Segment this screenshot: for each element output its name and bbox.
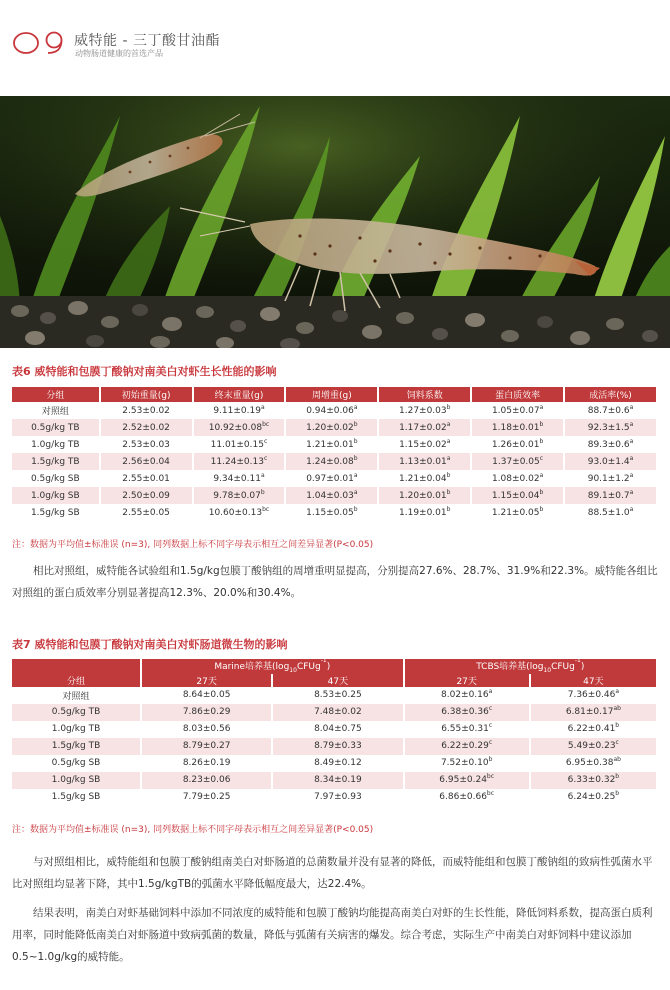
page-subtitle: 动物肠道健康的首选产品	[75, 49, 163, 58]
table6-cell-protein-efficiency: 1.08±0.02$^a$	[472, 470, 563, 487]
table7-row	[12, 721, 656, 738]
table6-row	[12, 470, 656, 487]
table7-cell-marine-27: 8.26±0.19	[142, 755, 271, 772]
table7-cell-tcbs-47: 5.49±0.23$^c$	[531, 738, 656, 755]
table7-marine-day47: 47天	[273, 674, 402, 687]
table6-cell-feed-conversion: 1.27±0.03$^b$	[379, 402, 470, 419]
table7-body	[12, 687, 656, 806]
table6-row	[12, 402, 656, 419]
table6-cell-weekly-gain: 1.04±0.03$^a$	[286, 487, 377, 504]
table6-cell-initial-weight: 2.55±0.01	[101, 470, 192, 487]
table6-growth-performance	[10, 387, 658, 521]
table6-cell-weekly-gain: 0.97±0.01$^a$	[286, 470, 377, 487]
table6-cell-survival: 93.0±1.4$^a$	[565, 453, 656, 470]
table7-cell-tcbs-47: 6.22±0.41$^b$	[531, 721, 656, 738]
table6-cell-initial-weight: 2.53±0.02	[101, 402, 192, 419]
table7-cell-tcbs-27: 6.22±0.29$^c$	[405, 738, 529, 755]
table6-cell-feed-conversion: 1.21±0.04$^b$	[379, 470, 470, 487]
table7-tcbs-header: TCBS培养基$(\log_{10}CFUg^{-1})$	[405, 659, 656, 674]
table6-cell-feed-conversion: 1.17±0.02$^a$	[379, 419, 470, 436]
table6-cell-survival: 89.3±0.6$^a$	[565, 436, 656, 453]
table7-cell-tcbs-27: 6.38±0.36$^c$	[405, 704, 529, 721]
table7-cell-marine-47: 7.97±0.93	[273, 789, 402, 806]
table7-cell-group: 1.5g/kg TB	[12, 738, 140, 755]
table7-cell-group: 0.5g/kg SB	[12, 755, 140, 772]
table6-cell-initial-weight: 2.50±0.09	[101, 487, 192, 504]
table6-cell-final-weight: 10.60±0.13$^{bc}$	[194, 504, 285, 521]
table6-cell-group: 对照组	[12, 402, 99, 419]
table7-cell-tcbs-27: 6.55±0.31$^c$	[405, 721, 529, 738]
table6-note: 注：数据为平均值±标准误 (n=3), 同列数据上标不同字母表示相互之间差异显著(P<0.05)	[12, 540, 374, 550]
table6-row	[12, 504, 656, 521]
paragraph-growth-summary: 相比对照组，威特能各试验组和1.5g/kg包膜丁酸钠组的周增重明显提高，分别提高27.6%、28.7%、31.9%和22.3%。威特能各组比对照组的蛋白质效率分别显著提高12.3%、20.0%和30.4%。	[12, 565, 658, 599]
table6-header-6: 成活率(%)	[565, 387, 656, 402]
table7-cell-marine-27: 7.86±0.29	[142, 704, 271, 721]
table6-cell-feed-conversion: 1.13±0.01$^a$	[379, 453, 470, 470]
table6-cell-group: 0.5g/kg TB	[12, 419, 99, 436]
table6-cell-protein-efficiency: 1.26±0.01$^b$	[472, 436, 563, 453]
table7-cell-marine-27: 8.64±0.05	[142, 687, 271, 704]
table6-row	[12, 419, 656, 436]
table7-cell-marine-47: 8.04±0.75	[273, 721, 402, 738]
table7-cell-tcbs-47: 7.36±0.46$^a$	[531, 687, 656, 704]
table6-row	[12, 436, 656, 453]
table7-marine-header: Marine培养基$(\log_{10}CFUg^{-1})$	[142, 659, 403, 674]
table6-cell-weekly-gain: 1.24±0.08$^b$	[286, 453, 377, 470]
table6-cell-final-weight: 9.78±0.07$^b$	[194, 487, 285, 504]
table7-cell-tcbs-27: 7.52±0.10$^b$	[405, 755, 529, 772]
table7-cell-marine-27: 8.23±0.06	[142, 772, 271, 789]
table6-cell-survival: 92.3±1.5$^a$	[565, 419, 656, 436]
table7-cell-marine-47: 8.34±0.19	[273, 772, 402, 789]
table6-cell-initial-weight: 2.55±0.05	[101, 504, 192, 521]
table6-row	[12, 453, 656, 470]
table6-cell-survival: 89.1±0.7$^a$	[565, 487, 656, 504]
table7-cell-tcbs-47: 6.81±0.17$^{ab}$	[531, 704, 656, 721]
table7-cell-tcbs-47: 6.24±0.25$^b$	[531, 789, 656, 806]
table7-cell-tcbs-27: 6.86±0.66$^{bc}$	[405, 789, 529, 806]
table6-header-0: 分组	[12, 387, 99, 402]
table6-caption: 表6 威特能和包膜丁酸钠对南美白对虾生长性能的影响	[12, 365, 277, 378]
table7-row	[12, 738, 656, 755]
table6-header-3: 周增重(g)	[286, 387, 377, 402]
table7-cell-marine-47: 8.79±0.33	[273, 738, 402, 755]
table6-cell-final-weight: 11.01±0.15$^c$	[194, 436, 285, 453]
table7-cell-group: 对照组	[12, 687, 140, 704]
table7-tcbs-day27: 27天	[405, 674, 529, 687]
table6-cell-weekly-gain: 0.94±0.06$^a$	[286, 402, 377, 419]
table7-cell-marine-47: 8.49±0.12	[273, 755, 402, 772]
table6-cell-protein-efficiency: 1.18±0.01$^b$	[472, 419, 563, 436]
page-header	[0, 0, 670, 96]
table7-cell-marine-27: 8.79±0.27	[142, 738, 271, 755]
table6-cell-weekly-gain: 1.15±0.05$^b$	[286, 504, 377, 521]
table6-row	[12, 487, 656, 504]
table7-marine-day27: 27天	[142, 674, 271, 687]
table6-cell-feed-conversion: 1.20±0.01$^b$	[379, 487, 470, 504]
table6-cell-survival: 88.7±0.6$^a$	[565, 402, 656, 419]
table6-cell-protein-efficiency: 1.05±0.07$^a$	[472, 402, 563, 419]
table7-cell-tcbs-27: 8.02±0.16$^a$	[405, 687, 529, 704]
table7-row	[12, 687, 656, 704]
table7-caption: 表7 威特能和包膜丁酸钠对南美白对虾肠道微生物的影响	[12, 638, 288, 651]
page-number-09-logo	[12, 30, 70, 56]
table6-cell-group: 1.0g/kg TB	[12, 436, 99, 453]
table6-cell-protein-efficiency: 1.21±0.05$^b$	[472, 504, 563, 521]
table7-intestinal-microbes	[10, 659, 658, 806]
table7-cell-group: 1.5g/kg SB	[12, 789, 140, 806]
page-title: 威特能 - 三丁酸甘油酯	[74, 33, 220, 49]
paragraph-microbe-summary: 与对照组相比，威特能组和包膜丁酸钠组南美白对虾肠道的总菌数量并没有显著的降低，而威特能组和包膜丁酸钠组的致病性弧菌水平比对照组均显著下降，其中1.5g/kgTB的弧菌水平降低幅度最大，达22.4%。	[12, 856, 653, 890]
table6-cell-final-weight: 9.34±0.11$^a$	[194, 470, 285, 487]
table6-cell-initial-weight: 2.53±0.03	[101, 436, 192, 453]
table7-row	[12, 789, 656, 806]
table6-cell-protein-efficiency: 1.15±0.04$^b$	[472, 487, 563, 504]
table7-note: 注：数据为平均值±标准误 (n=3), 同列数据上标不同字母表示相互之间差异显著(P<0.05)	[12, 825, 374, 835]
table6-cell-survival: 88.5±1.0$^a$	[565, 504, 656, 521]
table6-header-5: 蛋白质效率	[472, 387, 563, 402]
table6-header-1: 初始重量(g)	[101, 387, 192, 402]
table7-cell-marine-27: 7.79±0.25	[142, 789, 271, 806]
table6-cell-group: 0.5g/kg SB	[12, 470, 99, 487]
table7-cell-group: 0.5g/kg TB	[12, 704, 140, 721]
table6-cell-feed-conversion: 1.15±0.02$^a$	[379, 436, 470, 453]
table6-cell-group: 1.5g/kg TB	[12, 453, 99, 470]
table6-cell-final-weight: 10.92±0.08$^{bc}$	[194, 419, 285, 436]
table6-header-4: 饲料系数	[379, 387, 470, 402]
table6-cell-group: 1.0g/kg SB	[12, 487, 99, 504]
table7-row	[12, 755, 656, 772]
table6-body	[12, 402, 656, 521]
table6-cell-weekly-gain: 1.20±0.02$^b$	[286, 419, 377, 436]
table7-cell-tcbs-47: 6.95±0.38$^{ab}$	[531, 755, 656, 772]
table7-cell-marine-27: 8.03±0.56	[142, 721, 271, 738]
table6-cell-initial-weight: 2.52±0.02	[101, 419, 192, 436]
table6-cell-final-weight: 11.24±0.13$^c$	[194, 453, 285, 470]
table7-cell-tcbs-27: 6.95±0.24$^{bc}$	[405, 772, 529, 789]
table6-cell-weekly-gain: 1.21±0.01$^b$	[286, 436, 377, 453]
table7-tcbs-day47: 47天	[531, 674, 656, 687]
paragraph-conclusion: 结果表明，南美白对虾基础饲料中添加不同浓度的威特能和包膜丁酸钠均能提高南美白对虾的生长性能，降低饲料系数，提高蛋白质利用率，同时能降低南美白对虾肠道中致病弧菌的数量，降低与弧菌有关病害的爆发。综合考虑，实际生产中南美白对虾饲料中建议添加0.5~1.0g/kg的威特能。	[12, 907, 653, 963]
table6-cell-feed-conversion: 1.19±0.01$^b$	[379, 504, 470, 521]
table7-group-header: 分组	[12, 659, 140, 687]
table6-cell-survival: 90.1±1.2$^a$	[565, 470, 656, 487]
table7-cell-marine-47: 8.53±0.25	[273, 687, 402, 704]
table6-header-2: 终末重量(g)	[194, 387, 285, 402]
table7-cell-group: 1.0g/kg TB	[12, 721, 140, 738]
table7-row	[12, 704, 656, 721]
table7-cell-group: 1.0g/kg SB	[12, 772, 140, 789]
table6-cell-final-weight: 9.11±0.19$^a$	[194, 402, 285, 419]
table7-cell-marine-47: 7.48±0.02	[273, 704, 402, 721]
table7-header-row-1	[12, 659, 656, 674]
shrimp-photo	[0, 96, 670, 348]
table6-cell-protein-efficiency: 1.37±0.05$^c$	[472, 453, 563, 470]
table6-header-row	[12, 387, 656, 402]
table6-cell-group: 1.5g/kg SB	[12, 504, 99, 521]
table6-cell-initial-weight: 2.56±0.04	[101, 453, 192, 470]
table7-cell-tcbs-47: 6.33±0.32$^b$	[531, 772, 656, 789]
table7-row	[12, 772, 656, 789]
